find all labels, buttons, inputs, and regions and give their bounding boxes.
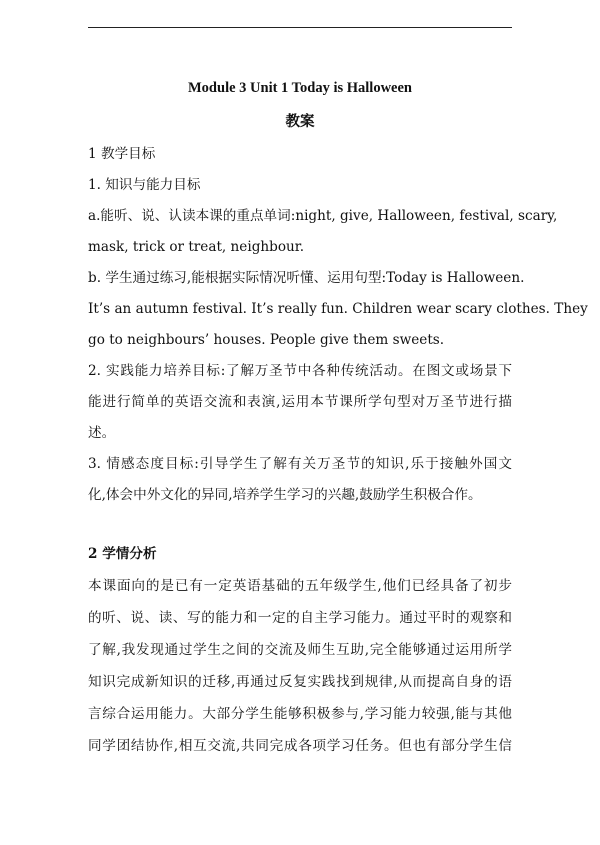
text-line: 3. 情感态度目标:引导学生了解有关万圣节的知识,乐于接触外国文 — [88, 456, 512, 472]
text-line: 2. 实践能力培养目标:了解万圣节中各种传统活动。在图文或场景下 — [88, 363, 512, 379]
text-line: 同学团结协作,相互交流,共同完成各项学习任务。但也有部分学生信 — [88, 738, 512, 754]
page-subtitle: 教案 — [285, 113, 315, 130]
text-line: 的听、说、读、写的能力和一定的自主学习能力。通过平时的观察和 — [88, 610, 512, 626]
section-heading-objectives: 1 教学目标 — [88, 146, 156, 162]
text-line: 知识完成新知识的迁移,再通过反复实践找到规律,从而提高自身的语 — [88, 674, 512, 690]
text-line: go to neighbours’ houses. People give them sweets. — [88, 332, 445, 348]
text-line: 能进行简单的英语交流和表演,运用本节课所学句型对万圣节进行描 — [88, 394, 512, 410]
text-line: 言综合运用能力。大部分学生能够积极参与,学习能力较强,能与其他 — [88, 706, 512, 722]
text-line: mask, trick or treat, neighbour. — [88, 239, 305, 255]
section-heading-analysis: 2 学情分析 — [88, 546, 157, 562]
page-title: Module 3 Unit 1 Today is Halloween — [188, 80, 412, 96]
text-line: 了解,我发现通过学生之间的交流及师生互助,完全能够通过运用所学 — [88, 642, 512, 658]
text-line: b. 学生通过练习,能根据实际情况听懂、运用句型:Today is Halloween. — [88, 270, 525, 286]
subheading-knowledge-ability: 1. 知识与能力目标 — [88, 177, 201, 193]
text-line: 化,体会中外文化的异同,培养学生学习的兴趣,鼓励学生积极合作。 — [88, 487, 482, 503]
text-line: a.能听、说、认读本课的重点单词:night, give, Halloween, festival, scary, — [88, 208, 558, 224]
header-rule — [88, 27, 512, 28]
text-line: 述。 — [88, 425, 116, 441]
text-line: It’s an autumn festival. It’s really fun. Children wear scary clothes. They — [88, 301, 588, 317]
text-line: 本课面向的是已有一定英语基础的五年级学生,他们已经具备了初步 — [88, 578, 512, 594]
